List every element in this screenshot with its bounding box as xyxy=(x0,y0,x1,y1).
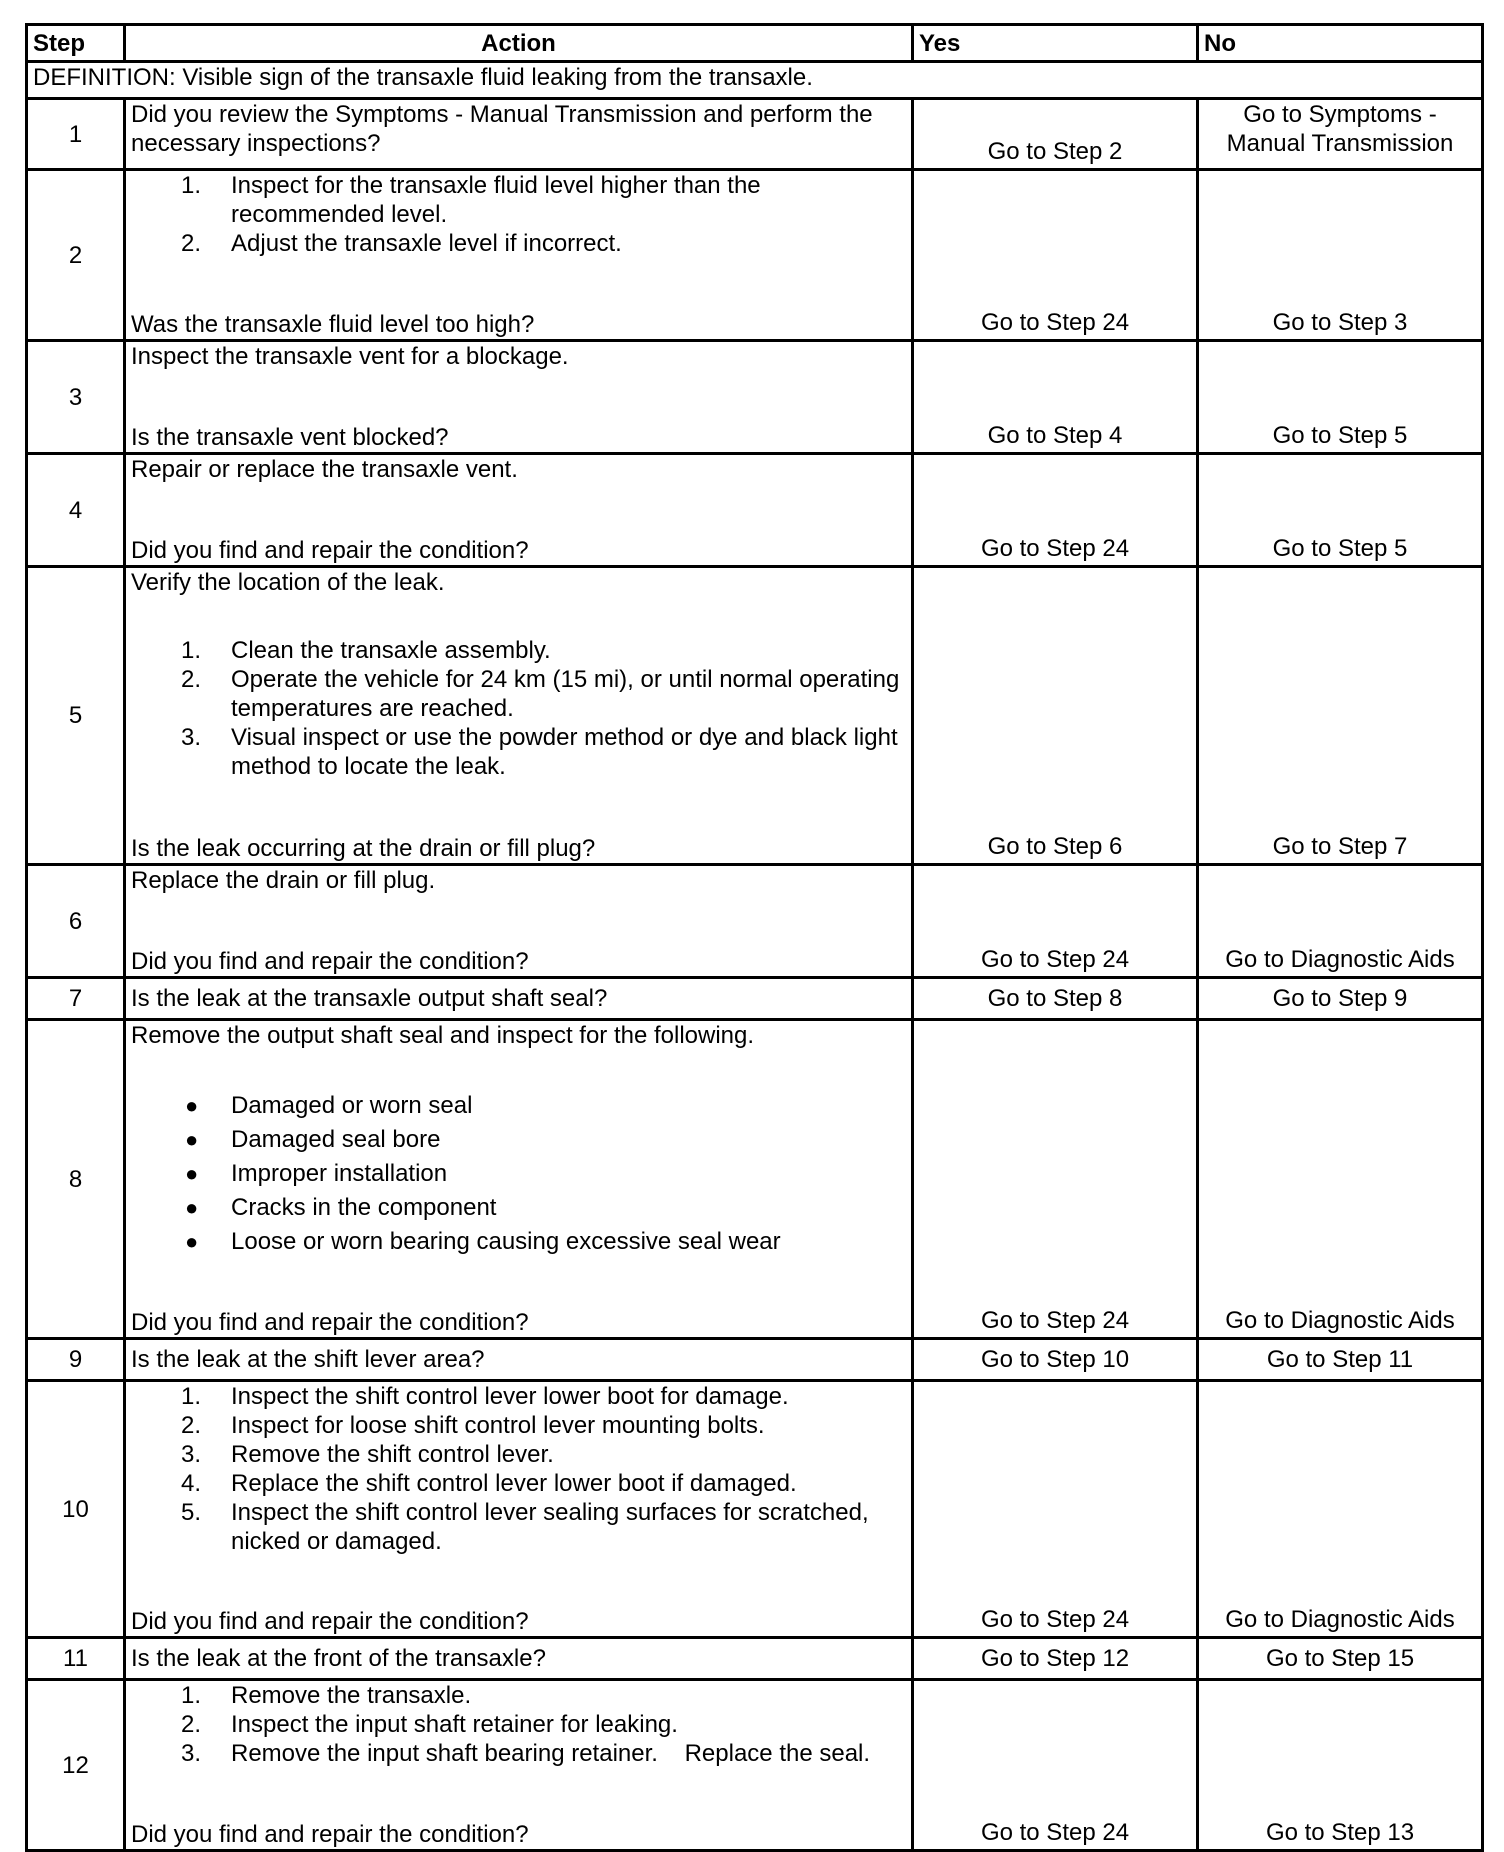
step-number: 6 xyxy=(27,865,125,978)
table-row xyxy=(27,978,1483,1020)
step-number: 5 xyxy=(27,567,125,865)
definition-text: DEFINITION: Visible sign of the transaxle fluid leaking from the transaxle. xyxy=(27,62,1483,99)
no-cell: Go to Diagnostic Aids xyxy=(1198,865,1483,978)
step-number: 10 xyxy=(27,1381,125,1638)
header-yes: Yes xyxy=(913,25,1198,62)
table-row xyxy=(27,454,1483,567)
step-number: 12 xyxy=(27,1680,125,1851)
action-cell xyxy=(125,170,913,341)
yes-cell: Go to Step 24 xyxy=(913,1680,1198,1851)
list-item: ● Damaged seal bore xyxy=(185,1126,441,1153)
action-text: Did you review the Symptoms - Manual Transmission and perform the necessary inspections? xyxy=(125,99,913,170)
step-number: 4 xyxy=(27,454,125,567)
list-item: ● Improper installation xyxy=(185,1160,448,1187)
no-cell: Go to Diagnostic Aids xyxy=(1198,1381,1483,1638)
no-cell: Go to Step 13 xyxy=(1198,1680,1483,1851)
list-item: 3. Remove the input shaft bearing retainer. Replace the seal. xyxy=(181,1740,871,1767)
list-item: 1. Inspect the shift control lever lower boot for damage. xyxy=(181,1383,789,1410)
list-item: 3. Remove the shift control lever. xyxy=(181,1441,554,1468)
question-text: Did you find and repair the condition? xyxy=(131,948,529,975)
action-text: Is the leak at the shift lever area? xyxy=(125,1339,913,1381)
question-text: Did you find and repair the condition? xyxy=(131,1608,529,1635)
action-text: Inspect the transaxle vent for a blockage. xyxy=(131,343,569,370)
no-cell: Go to Step 11 xyxy=(1198,1339,1483,1381)
no-cell: Go to Diagnostic Aids xyxy=(1198,1020,1483,1339)
table-row xyxy=(27,1381,1483,1638)
action-text: Is the leak at the front of the transaxle? xyxy=(125,1638,913,1680)
question-text: Is the leak occurring at the drain or fill plug? xyxy=(131,835,596,862)
yes-cell: Go to Step 12 xyxy=(913,1638,1198,1680)
header-no: No xyxy=(1198,25,1483,62)
yes-cell: Go to Step 24 xyxy=(913,865,1198,978)
yes-cell: Go to Step 24 xyxy=(913,1381,1198,1638)
numbered-list xyxy=(131,1382,906,1556)
table-row xyxy=(27,1638,1483,1680)
action-cell xyxy=(125,1020,913,1339)
no-cell: Go to Step 5 xyxy=(1198,341,1483,454)
yes-cell: Go to Step 6 xyxy=(913,567,1198,865)
table-row xyxy=(27,865,1483,978)
table-row xyxy=(27,341,1483,454)
step-number: 1 xyxy=(27,99,125,170)
yes-cell: Go to Step 24 xyxy=(913,170,1198,341)
definition-row xyxy=(27,62,1483,99)
question-text: Is the transaxle vent blocked? xyxy=(131,424,449,451)
table-row xyxy=(27,567,1483,865)
yes-cell: Go to Step 24 xyxy=(913,454,1198,567)
diagnostic-table xyxy=(25,23,1484,1852)
list-item: 1. Inspect for the transaxle fluid level higher than the recommended level. xyxy=(181,172,761,228)
question-text: Did you find and repair the condition? xyxy=(131,537,529,564)
yes-cell: Go to Step 4 xyxy=(913,341,1198,454)
no-cell: Go to Symptoms - Manual Transmission xyxy=(1198,99,1483,170)
header-action: Action xyxy=(125,25,913,62)
action-text: Is the leak at the transaxle output shaft seal? xyxy=(125,978,913,1020)
list-item: 2. Inspect the input shaft retainer for leaking. xyxy=(181,1711,678,1738)
list-item: ● Loose or worn bearing causing excessive seal wear xyxy=(185,1228,781,1255)
yes-cell: Go to Step 24 xyxy=(913,1020,1198,1339)
list-item: 2. Operate the vehicle for 24 km (15 mi), or until normal operating temperatures are reached. xyxy=(181,666,900,722)
step-number: 7 xyxy=(27,978,125,1020)
header-step: Step xyxy=(27,25,125,62)
table-row xyxy=(27,1680,1483,1851)
no-cell: Go to Step 5 xyxy=(1198,454,1483,567)
action-cell xyxy=(125,341,913,454)
step-number: 2 xyxy=(27,170,125,341)
list-item: 2. Adjust the transaxle level if incorrect. xyxy=(181,230,622,257)
action-cell xyxy=(125,865,913,978)
yes-cell: Go to Step 2 xyxy=(913,99,1198,170)
header-row xyxy=(27,25,1483,62)
no-cell: Go to Step 7 xyxy=(1198,567,1483,865)
step-number: 9 xyxy=(27,1339,125,1381)
no-cell: Go to Step 9 xyxy=(1198,978,1483,1020)
question-text: Was the transaxle fluid level too high? xyxy=(131,311,535,338)
no-cell: Go to Step 3 xyxy=(1198,170,1483,341)
numbered-list xyxy=(131,636,906,781)
table-row xyxy=(27,170,1483,341)
table-row xyxy=(27,1020,1483,1339)
list-item: ● Damaged or worn seal xyxy=(185,1092,473,1119)
list-item: 1. Clean the transaxle assembly. xyxy=(181,637,551,664)
list-item: 5. Inspect the shift control lever sealing surfaces for scratched, nicked or damaged. xyxy=(181,1499,869,1555)
list-item: 3. Visual inspect or use the powder method or dye and black light method to locate the leak. xyxy=(181,724,898,780)
action-cell xyxy=(125,1680,913,1851)
numbered-list xyxy=(131,171,906,258)
no-cell: Go to Step 15 xyxy=(1198,1638,1483,1680)
action-cell xyxy=(125,567,913,865)
bullet-list xyxy=(131,1089,906,1259)
question-text: Did you find and repair the condition? xyxy=(131,1821,529,1848)
numbered-list xyxy=(131,1681,906,1768)
action-cell xyxy=(125,454,913,567)
table-row xyxy=(27,1339,1483,1381)
question-text: Did you find and repair the condition? xyxy=(131,1309,529,1336)
step-number: 11 xyxy=(27,1638,125,1680)
list-item: 1. Remove the transaxle. xyxy=(181,1682,472,1709)
list-item: ● Cracks in the component xyxy=(185,1194,497,1221)
yes-cell: Go to Step 10 xyxy=(913,1339,1198,1381)
list-item: 2. Inspect for loose shift control lever mounting bolts. xyxy=(181,1412,765,1439)
step-number: 8 xyxy=(27,1020,125,1339)
action-text: Repair or replace the transaxle vent. xyxy=(131,456,518,483)
action-text: Verify the location of the leak. xyxy=(131,569,445,596)
action-text: Remove the output shaft seal and inspect for the following. xyxy=(131,1022,755,1049)
action-text: Replace the drain or fill plug. xyxy=(131,867,436,894)
list-item: 4. Replace the shift control lever lower boot if damaged. xyxy=(181,1470,797,1497)
step-number: 3 xyxy=(27,341,125,454)
action-cell xyxy=(125,1381,913,1638)
yes-cell: Go to Step 8 xyxy=(913,978,1198,1020)
table-row xyxy=(27,99,1483,170)
